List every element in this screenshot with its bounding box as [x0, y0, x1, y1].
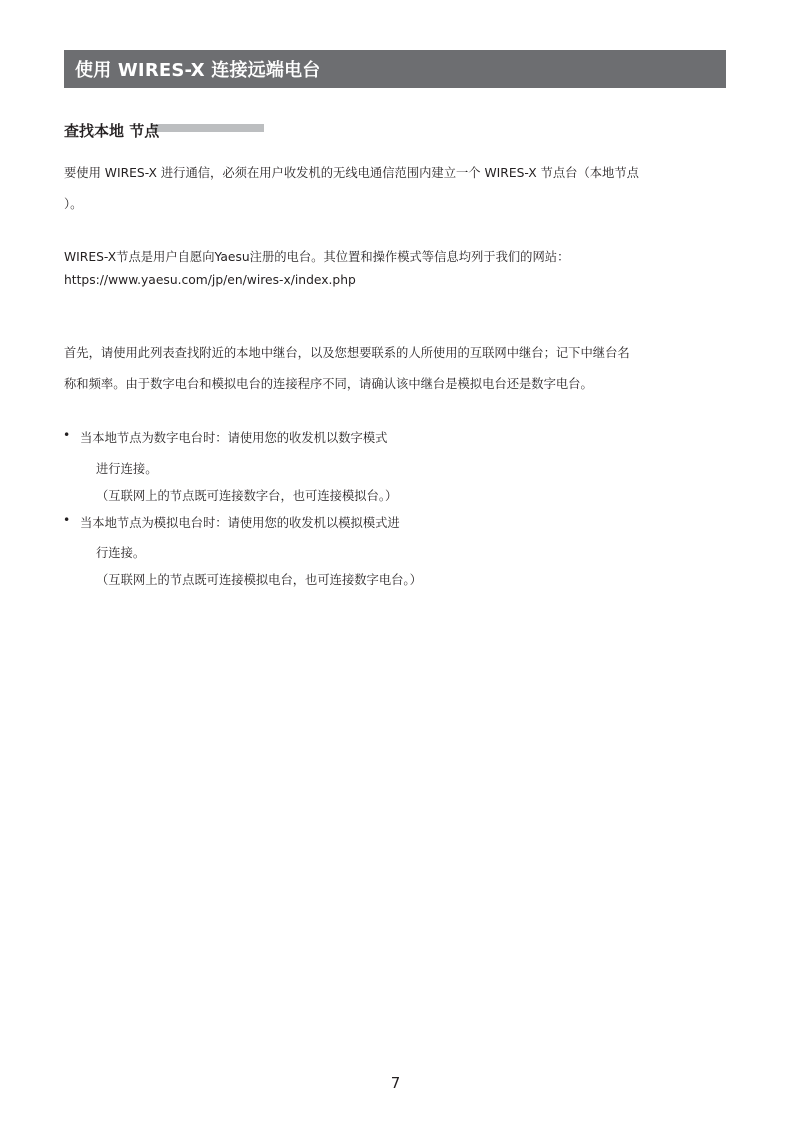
bullet-1-line-1: 当本地节点为数字电台时：请使用您的收发机以数字模式 [80, 431, 388, 445]
bullet-2-line-3: （互联网上的节点既可连接模拟电台，也可连接数字电台。） [96, 573, 422, 587]
paragraph-3-line-2: 称和频率。由于数字电台和模拟电台的连接程序不同，请确认该中继台是模拟电台还是数字电台。 [64, 377, 593, 391]
paragraph-2-line-1: WIRES-X节点是用户自愿向Yaesu注册的电台。其位置和操作模式等信息均列于我们的网站： [64, 250, 570, 264]
bullet-2-line-1: 当本地节点为模拟电台时：请使用您的收发机以模拟模式进 [80, 516, 400, 530]
subsection-heading-text: 查找本地 节点 [64, 122, 160, 140]
paragraph-3-line-1: 首先，请使用此列表查找附近的本地中继台，以及您想要联系的人所使用的互联网中继台；记下中继台名 [64, 346, 630, 360]
bullet-1-line-3: （互联网上的节点既可连接数字台，也可连接模拟台。） [96, 489, 398, 503]
page-number: 7 [390, 1074, 401, 1092]
bullet-2-line-2: 行连接。 [96, 546, 146, 560]
paragraph-1-line-1: 要使用 WIRES-X 进行通信，必须在用户收发机的无线电通信范围内建立一个 WIRES-X 节点台（本地节点 [64, 166, 639, 180]
section-title-bar [64, 50, 726, 88]
bullet-marker: • [63, 428, 71, 442]
page-title: 使用 WIRES-X 连接远端电台 [75, 60, 321, 81]
bullet-1-line-2: 进行连接。 [96, 462, 158, 476]
heading-underline-bar [152, 124, 264, 132]
subsection-heading [64, 120, 159, 142]
bullet-marker: • [63, 513, 71, 527]
website-url: https://www.yaesu.com/jp/en/wires-x/index.php [64, 273, 356, 287]
paragraph-1-line-2: ）。 [64, 197, 83, 211]
